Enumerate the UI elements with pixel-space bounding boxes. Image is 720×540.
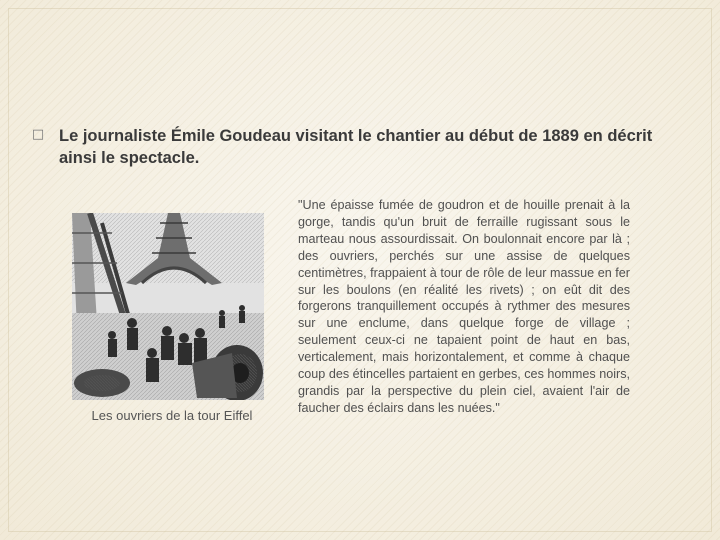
quote-text: "Une épaisse fumée de goudron et de houille prenait à la gorge, tandis qu'un bruit de ferraille rugissant sous le marteau nous assourdissait. On boulonnait encore par là ; des ouvriers, perchés sur une assise de quelques centimètres, frappaient à tour de rôle de leur massue en fer sur les boulons (en réalité les rivets) ; on eût dit des forgerons tranquillement occupés à rythmer des mesures sur une enclume, dans quelque forge de village ; seulement ceux-ci ne tapaient point de haut en bas, verticalement, mais horizontalement, et comme à chaque coup des étincelles partaient en gerbes, ces hommes noirs, grandis par la perspective du plein ciel, avaient l'air de faucher des éclairs dans les nuées." (298, 198, 630, 415)
slide-heading: Le journaliste Émile Goudeau visitant le chantier au début de 1889 en décrit ainsi le spectacle. (59, 127, 653, 167)
bullet-box-icon: □ (31, 127, 45, 142)
workers-photo (72, 213, 264, 400)
eiffel-tower-construction-engraving (72, 213, 264, 400)
image-caption: Les ouvriers de la tour Eiffel (91, 408, 253, 423)
